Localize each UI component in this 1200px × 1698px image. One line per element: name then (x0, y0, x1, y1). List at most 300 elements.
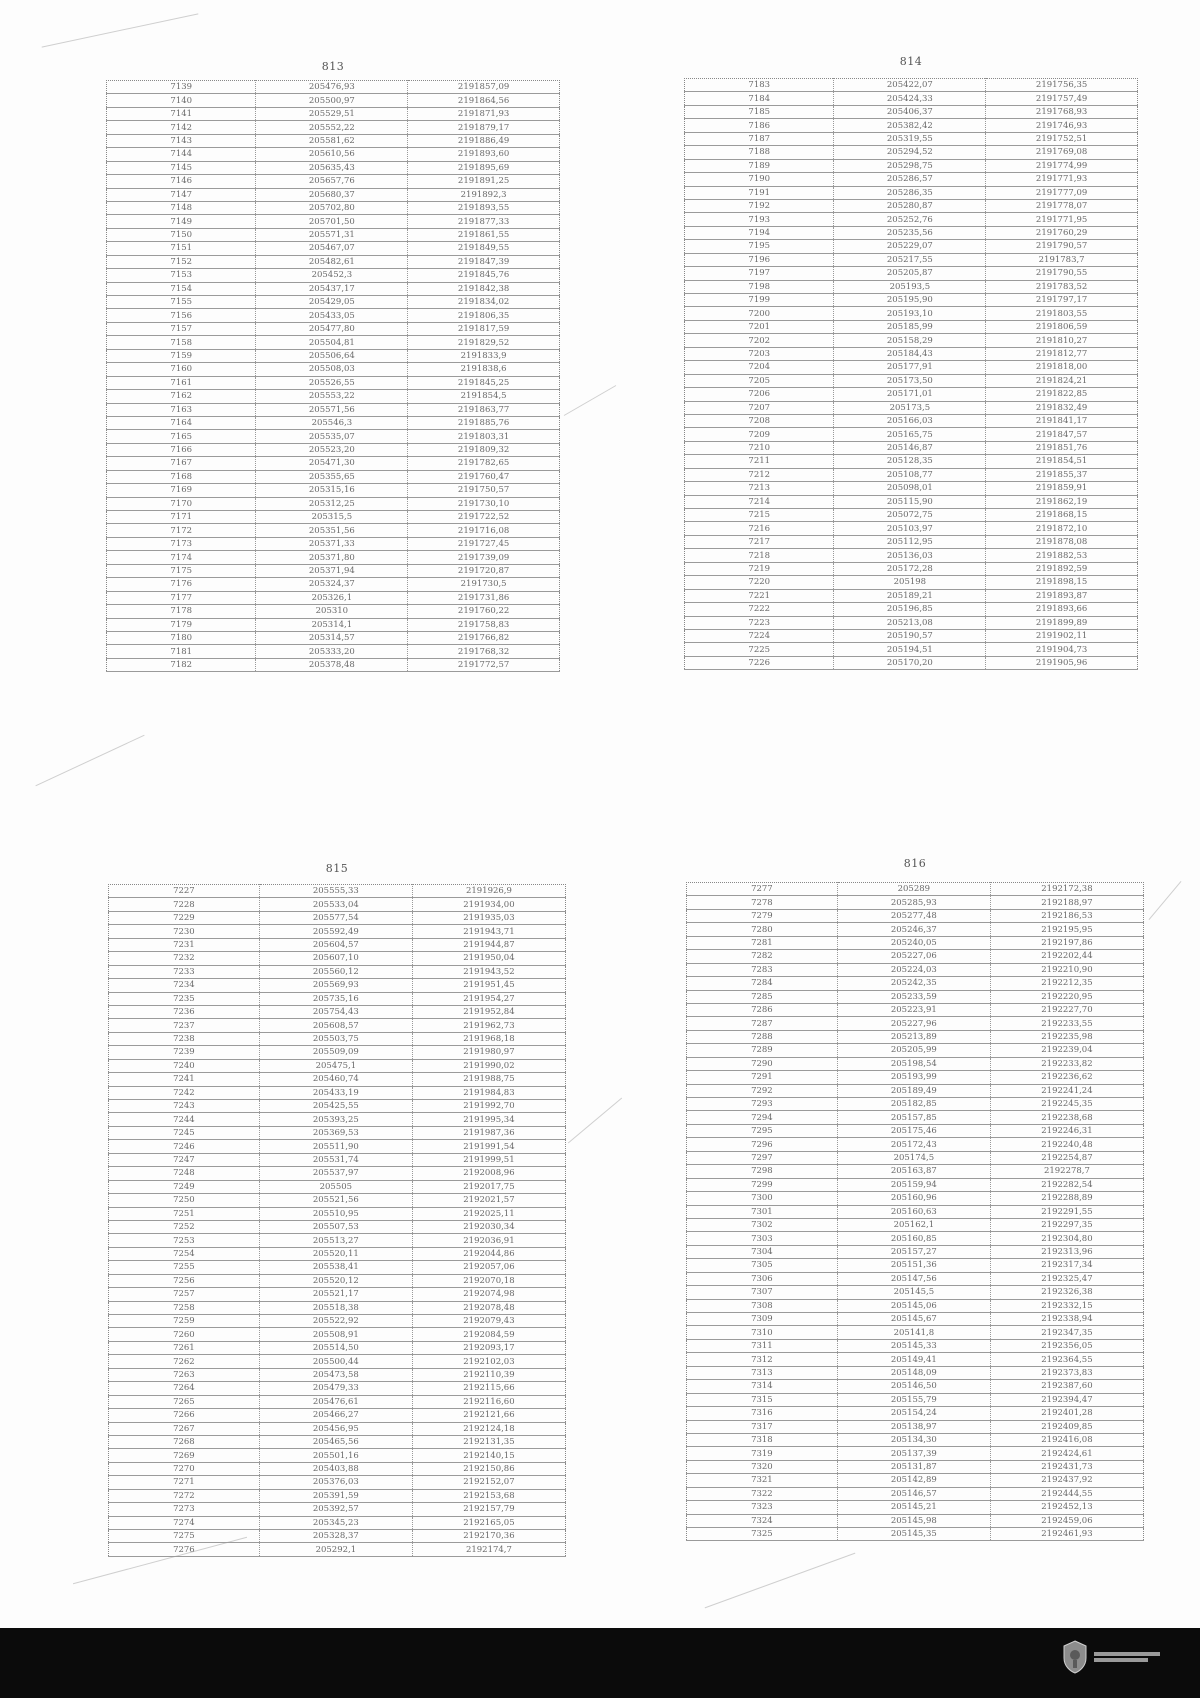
x-coordinate: 205195,90 (834, 294, 986, 307)
y-coordinate: 2192131,35 (412, 1435, 565, 1448)
table-row (685, 428, 1138, 441)
y-coordinate: 2192025,11 (412, 1207, 565, 1220)
table-row (109, 1395, 566, 1408)
point-number: 7244 (109, 1113, 260, 1126)
table-row (107, 81, 560, 94)
y-coordinate: 2191904,73 (986, 643, 1138, 656)
y-coordinate: 2191878,08 (986, 535, 1138, 548)
x-coordinate: 205298,75 (834, 159, 986, 172)
table-row (687, 1313, 1144, 1326)
table-row (687, 1366, 1144, 1379)
table-row (687, 1460, 1144, 1473)
point-number: 7231 (109, 938, 260, 951)
table-row (685, 105, 1138, 118)
point-number: 7143 (107, 134, 256, 147)
table-row (109, 1382, 566, 1395)
y-coordinate: 2192338,94 (990, 1313, 1143, 1326)
y-coordinate: 2191730,10 (408, 497, 560, 510)
point-number: 7294 (687, 1111, 838, 1124)
table-row (107, 470, 560, 483)
table-row (687, 1447, 1144, 1460)
y-coordinate: 2191950,04 (412, 952, 565, 965)
x-coordinate: 205115,90 (834, 495, 986, 508)
x-coordinate: 205170,20 (834, 656, 986, 669)
table-row (107, 255, 560, 268)
point-number: 7322 (687, 1487, 838, 1500)
x-coordinate: 205473,58 (259, 1368, 412, 1381)
point-number: 7291 (687, 1071, 838, 1084)
x-coordinate: 205159,94 (837, 1178, 990, 1191)
y-coordinate: 2191722,52 (408, 511, 560, 524)
point-number: 7202 (685, 334, 834, 347)
point-number: 7175 (107, 564, 256, 577)
y-coordinate: 2192325,47 (990, 1272, 1143, 1285)
y-coordinate: 2191771,93 (986, 173, 1138, 186)
y-coordinate: 2191829,52 (408, 336, 560, 349)
table-row (687, 1353, 1144, 1366)
x-coordinate: 205369,53 (259, 1126, 412, 1139)
table-row (109, 1315, 566, 1328)
point-number: 7195 (685, 240, 834, 253)
x-coordinate: 205315,16 (256, 484, 408, 497)
y-coordinate: 2191872,10 (986, 522, 1138, 535)
table-row (685, 213, 1138, 226)
point-number: 7266 (109, 1409, 260, 1422)
point-number: 7174 (107, 551, 256, 564)
y-coordinate: 2192373,83 (990, 1366, 1143, 1379)
point-number: 7232 (109, 952, 260, 965)
point-number: 7209 (685, 428, 834, 441)
table-row (687, 1487, 1144, 1500)
table-row (109, 1288, 566, 1301)
table-row (107, 107, 560, 120)
x-coordinate: 205501,16 (259, 1449, 412, 1462)
table-row (685, 414, 1138, 427)
coordinate-table (684, 78, 1138, 670)
table-row (107, 484, 560, 497)
point-number: 7249 (109, 1180, 260, 1193)
table-row (685, 441, 1138, 454)
point-number: 7261 (109, 1341, 260, 1354)
table-row (107, 524, 560, 537)
point-number: 7157 (107, 322, 256, 335)
point-number: 7251 (109, 1207, 260, 1220)
x-coordinate: 205326,1 (256, 591, 408, 604)
x-coordinate: 205227,96 (837, 1017, 990, 1030)
x-coordinate: 205406,37 (834, 105, 986, 118)
table-row (687, 1245, 1144, 1258)
point-number: 7257 (109, 1288, 260, 1301)
y-coordinate: 2191750,57 (408, 484, 560, 497)
y-coordinate: 2192152,07 (412, 1476, 565, 1489)
table-row (107, 215, 560, 228)
y-coordinate: 2192431,73 (990, 1460, 1143, 1473)
x-coordinate: 205223,91 (837, 1003, 990, 1016)
table-row (685, 629, 1138, 642)
point-number: 7230 (109, 925, 260, 938)
point-number: 7312 (687, 1353, 838, 1366)
y-coordinate: 2192110,39 (412, 1368, 565, 1381)
y-coordinate: 2192057,06 (412, 1261, 565, 1274)
y-coordinate: 2191841,17 (986, 414, 1138, 427)
x-coordinate: 205511,90 (259, 1140, 412, 1153)
point-number: 7144 (107, 148, 256, 161)
y-coordinate: 2192188,97 (990, 896, 1143, 909)
x-coordinate: 205577,54 (259, 911, 412, 924)
point-number: 7313 (687, 1366, 838, 1379)
y-coordinate: 2191995,34 (412, 1113, 565, 1126)
x-coordinate: 205189,49 (837, 1084, 990, 1097)
y-coordinate: 2191864,56 (408, 94, 560, 107)
y-coordinate: 2191720,87 (408, 564, 560, 577)
x-coordinate: 205193,5 (834, 280, 986, 293)
y-coordinate: 2192245,35 (990, 1098, 1143, 1111)
x-coordinate: 205213,89 (837, 1030, 990, 1043)
y-coordinate: 2192313,96 (990, 1245, 1143, 1258)
y-coordinate: 2191893,87 (986, 589, 1138, 602)
point-number: 7320 (687, 1460, 838, 1473)
point-number: 7210 (685, 441, 834, 454)
point-number: 7310 (687, 1326, 838, 1339)
x-coordinate: 205292,1 (259, 1543, 412, 1556)
x-coordinate: 205635,43 (256, 161, 408, 174)
x-coordinate: 205702,80 (256, 201, 408, 214)
y-coordinate: 2191822,85 (986, 388, 1138, 401)
y-coordinate: 2191944,87 (412, 938, 565, 951)
table-row (109, 1046, 566, 1059)
y-coordinate: 2191854,5 (408, 390, 560, 403)
point-number: 7196 (685, 253, 834, 266)
table-row (687, 990, 1144, 1003)
table-row (109, 1207, 566, 1220)
point-number: 7145 (107, 161, 256, 174)
point-number: 7316 (687, 1407, 838, 1420)
y-coordinate: 2191935,03 (412, 911, 565, 924)
table-row (685, 562, 1138, 575)
x-coordinate: 205506,64 (256, 349, 408, 362)
table-row (687, 977, 1144, 990)
page-panel-813 (106, 60, 560, 765)
y-coordinate: 2192416,08 (990, 1433, 1143, 1446)
x-coordinate: 205392,57 (259, 1503, 412, 1516)
x-coordinate: 205145,5 (837, 1286, 990, 1299)
y-coordinate: 2191980,97 (412, 1046, 565, 1059)
point-number: 7239 (109, 1046, 260, 1059)
x-coordinate: 205482,61 (256, 255, 408, 268)
x-coordinate: 205333,20 (256, 645, 408, 658)
table-row (685, 401, 1138, 414)
x-coordinate: 205754,43 (259, 1005, 412, 1018)
x-coordinate: 205314,1 (256, 618, 408, 631)
table-row (687, 1017, 1144, 1030)
x-coordinate: 205160,96 (837, 1192, 990, 1205)
table-row (685, 199, 1138, 212)
table-row (107, 537, 560, 550)
point-number: 7307 (687, 1286, 838, 1299)
y-coordinate: 2191774,99 (986, 159, 1138, 172)
x-coordinate: 205371,94 (256, 564, 408, 577)
y-coordinate: 2192233,82 (990, 1057, 1143, 1070)
x-coordinate: 205735,16 (259, 992, 412, 1005)
point-number: 7173 (107, 537, 256, 550)
point-number: 7305 (687, 1259, 838, 1272)
table-row (109, 1153, 566, 1166)
point-number: 7319 (687, 1447, 838, 1460)
x-coordinate: 205538,41 (259, 1261, 412, 1274)
point-number: 7216 (685, 522, 834, 535)
table-row (687, 1178, 1144, 1191)
y-coordinate: 2191731,86 (408, 591, 560, 604)
point-number: 7179 (107, 618, 256, 631)
y-coordinate: 2191895,69 (408, 161, 560, 174)
table-row (687, 1501, 1144, 1514)
table-row (685, 576, 1138, 589)
point-number: 7183 (685, 79, 834, 92)
y-coordinate: 2191760,22 (408, 605, 560, 618)
y-coordinate: 2191782,65 (408, 457, 560, 470)
y-coordinate: 2192236,62 (990, 1071, 1143, 1084)
x-coordinate: 205345,23 (259, 1516, 412, 1529)
point-number: 7171 (107, 511, 256, 524)
y-coordinate: 2191757,49 (986, 92, 1138, 105)
point-number: 7279 (687, 909, 838, 922)
point-number: 7264 (109, 1382, 260, 1395)
y-coordinate: 2192070,18 (412, 1274, 565, 1287)
x-coordinate: 205403,88 (259, 1462, 412, 1475)
table-row (685, 589, 1138, 602)
table-row (687, 1003, 1144, 1016)
point-number: 7228 (109, 898, 260, 911)
table-row (109, 1368, 566, 1381)
table-row (109, 1019, 566, 1032)
table-row (109, 1073, 566, 1086)
y-coordinate: 2191783,52 (986, 280, 1138, 293)
point-number: 7253 (109, 1234, 260, 1247)
table-row (109, 1234, 566, 1247)
x-coordinate: 205196,85 (834, 603, 986, 616)
x-coordinate: 205193,99 (837, 1071, 990, 1084)
table-row (687, 1044, 1144, 1057)
y-coordinate: 2192459,06 (990, 1514, 1143, 1527)
y-coordinate: 2192364,55 (990, 1353, 1143, 1366)
x-coordinate: 205198 (834, 576, 986, 589)
x-coordinate: 205433,05 (256, 309, 408, 322)
y-coordinate: 2192170,36 (412, 1530, 565, 1543)
y-coordinate: 2191730,5 (408, 578, 560, 591)
point-number: 7164 (107, 416, 256, 429)
y-coordinate: 2192246,31 (990, 1124, 1143, 1137)
y-coordinate: 2192195,95 (990, 923, 1143, 936)
y-coordinate: 2191769,08 (986, 146, 1138, 159)
y-coordinate: 2191877,33 (408, 215, 560, 228)
y-coordinate: 2192172,38 (990, 883, 1143, 896)
point-number: 7193 (685, 213, 834, 226)
y-coordinate: 2191862,19 (986, 495, 1138, 508)
x-coordinate: 205205,99 (837, 1044, 990, 1057)
point-number: 7293 (687, 1098, 838, 1111)
table-row (107, 618, 560, 631)
point-number: 7263 (109, 1368, 260, 1381)
x-coordinate: 205456,95 (259, 1422, 412, 1435)
x-coordinate: 205523,20 (256, 443, 408, 456)
y-coordinate: 2191984,83 (412, 1086, 565, 1099)
y-coordinate: 2192238,68 (990, 1111, 1143, 1124)
point-number: 7201 (685, 320, 834, 333)
x-coordinate: 205508,03 (256, 363, 408, 376)
x-coordinate: 205537,97 (259, 1167, 412, 1180)
y-coordinate: 2192202,44 (990, 950, 1143, 963)
point-number: 7146 (107, 175, 256, 188)
x-coordinate: 205171,01 (834, 388, 986, 401)
point-number: 7267 (109, 1422, 260, 1435)
x-coordinate: 205452,3 (256, 269, 408, 282)
y-coordinate: 2191803,31 (408, 430, 560, 443)
y-coordinate: 2191893,55 (408, 201, 560, 214)
table-row (109, 1220, 566, 1233)
table-row (687, 1165, 1144, 1178)
y-coordinate: 2192116,60 (412, 1395, 565, 1408)
x-coordinate: 205546,3 (256, 416, 408, 429)
table-row (687, 1528, 1144, 1541)
table-row (685, 159, 1138, 172)
x-coordinate: 205145,33 (837, 1339, 990, 1352)
x-coordinate: 205213,08 (834, 616, 986, 629)
table-row (109, 1422, 566, 1435)
x-coordinate: 205194,51 (834, 643, 986, 656)
table-row (685, 119, 1138, 132)
point-number: 7259 (109, 1315, 260, 1328)
x-coordinate: 205355,65 (256, 470, 408, 483)
point-number: 7282 (687, 950, 838, 963)
table-row (687, 1272, 1144, 1285)
point-number: 7208 (685, 414, 834, 427)
x-coordinate: 205592,49 (259, 925, 412, 938)
table-row (685, 549, 1138, 562)
x-coordinate: 205378,48 (256, 658, 408, 671)
scanner-footer-band (0, 1628, 1200, 1698)
table-row (685, 388, 1138, 401)
point-number: 7233 (109, 965, 260, 978)
point-number: 7256 (109, 1274, 260, 1287)
table-row (687, 1339, 1144, 1352)
table-row (109, 1274, 566, 1287)
x-coordinate: 205229,07 (834, 240, 986, 253)
x-coordinate: 205581,62 (256, 134, 408, 147)
y-coordinate: 2191768,32 (408, 645, 560, 658)
table-row (107, 443, 560, 456)
y-coordinate: 2191990,02 (412, 1059, 565, 1072)
table-row (687, 1420, 1144, 1433)
point-number: 7167 (107, 457, 256, 470)
table-row (109, 885, 566, 898)
x-coordinate: 205145,67 (837, 1313, 990, 1326)
x-coordinate: 205382,42 (834, 119, 986, 132)
x-coordinate: 205172,43 (837, 1138, 990, 1151)
x-coordinate: 205240,05 (837, 936, 990, 949)
point-number: 7205 (685, 374, 834, 387)
point-number: 7289 (687, 1044, 838, 1057)
table-row (685, 522, 1138, 535)
point-number: 7185 (685, 105, 834, 118)
y-coordinate: 2191803,55 (986, 307, 1138, 320)
point-number: 7248 (109, 1167, 260, 1180)
table-row (107, 148, 560, 161)
crest-icon (1062, 1640, 1088, 1674)
y-coordinate: 2192140,15 (412, 1449, 565, 1462)
point-number: 7214 (685, 495, 834, 508)
y-coordinate: 2191760,29 (986, 226, 1138, 239)
point-number: 7182 (107, 658, 256, 671)
point-number: 7284 (687, 977, 838, 990)
x-coordinate: 205680,37 (256, 188, 408, 201)
table-row (109, 952, 566, 965)
point-number: 7318 (687, 1433, 838, 1446)
table-row (685, 495, 1138, 508)
y-coordinate: 2192186,53 (990, 909, 1143, 922)
x-coordinate: 205131,87 (837, 1460, 990, 1473)
y-coordinate: 2191992,70 (412, 1100, 565, 1113)
table-row (109, 911, 566, 924)
y-coordinate: 2192452,13 (990, 1501, 1143, 1514)
table-row (109, 1032, 566, 1045)
y-coordinate: 2192074,98 (412, 1288, 565, 1301)
table-row (109, 1476, 566, 1489)
y-coordinate: 2191952,84 (412, 1005, 565, 1018)
table-row (107, 363, 560, 376)
y-coordinate: 2192437,92 (990, 1474, 1143, 1487)
point-number: 7184 (685, 92, 834, 105)
table-row (687, 1071, 1144, 1084)
point-number: 7297 (687, 1151, 838, 1164)
x-coordinate: 205146,57 (837, 1487, 990, 1500)
x-coordinate: 205175,46 (837, 1124, 990, 1137)
y-coordinate: 2191962,73 (412, 1019, 565, 1032)
table-row (107, 631, 560, 644)
y-coordinate: 2191849,55 (408, 242, 560, 255)
y-coordinate: 2192220,95 (990, 990, 1143, 1003)
x-coordinate: 205476,93 (256, 81, 408, 94)
point-number: 7148 (107, 201, 256, 214)
table-row (687, 1380, 1144, 1393)
logo-caption (1094, 1652, 1160, 1662)
x-coordinate: 205145,06 (837, 1299, 990, 1312)
point-number: 7229 (109, 911, 260, 924)
table-row (687, 1433, 1144, 1446)
point-number: 7188 (685, 146, 834, 159)
x-coordinate: 205526,55 (256, 376, 408, 389)
y-coordinate: 2192278,7 (990, 1165, 1143, 1178)
x-coordinate: 205509,09 (259, 1046, 412, 1059)
y-coordinate: 2192394,47 (990, 1393, 1143, 1406)
table-row (109, 1113, 566, 1126)
table-row (685, 320, 1138, 333)
table-row (687, 1259, 1144, 1272)
table-row (107, 349, 560, 362)
table-row (109, 1194, 566, 1207)
x-coordinate: 205504,81 (256, 336, 408, 349)
table-row (107, 309, 560, 322)
point-number: 7204 (685, 361, 834, 374)
page-number: 813 (321, 60, 345, 73)
x-coordinate: 205148,09 (837, 1366, 990, 1379)
point-number: 7199 (685, 294, 834, 307)
point-number: 7308 (687, 1299, 838, 1312)
table-row (687, 1514, 1144, 1527)
y-coordinate: 2191752,51 (986, 132, 1138, 145)
y-coordinate: 2191771,95 (986, 213, 1138, 226)
y-coordinate: 2191893,60 (408, 148, 560, 161)
y-coordinate: 2192409,85 (990, 1420, 1143, 1433)
